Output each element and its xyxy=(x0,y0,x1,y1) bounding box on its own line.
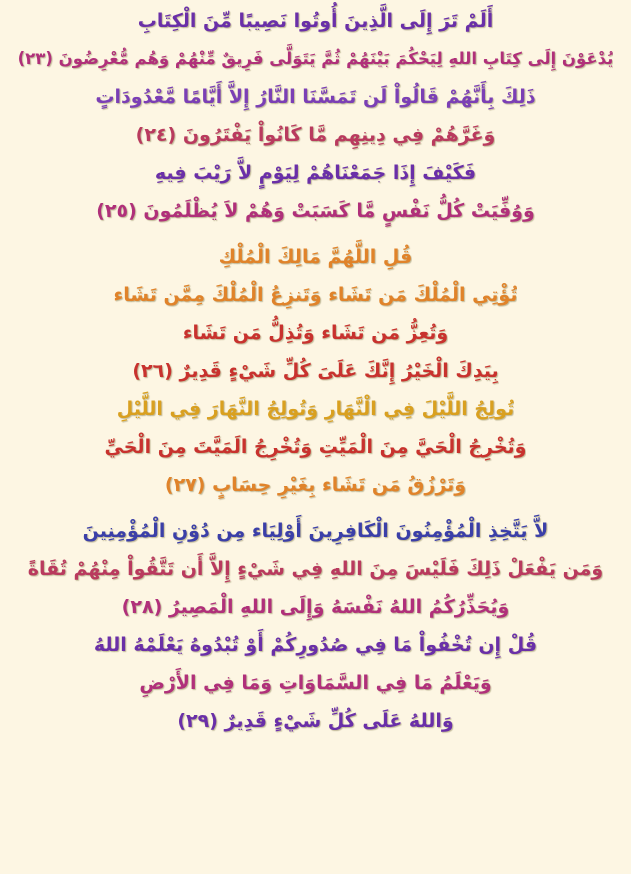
verse-line: لاَّ يَتَّخِذِ الْمُؤْمِنُونَ الْكَافِرِينَ أَوْلِيَاء مِن دُوْنِ الْمُؤْمِنِينَ xyxy=(82,520,549,542)
verse-line: قُلْ إِن تُخْفُواْ مَا فِي صُدُورِكُمْ أَوْ تُبْدُوهُ يَعْلَمْهُ اللهُ xyxy=(93,634,538,656)
verse-line: ذَلِكَ بِأَنَّهُمْ قَالُواْ لَن تَمَسَّنَا النَّارُ إِلاَّ أَيَّامًا مَّعْدُودَاتٍ xyxy=(95,86,536,108)
verse-line: وَغَرَّهُمْ فِي دِينِهِم مَّا كَانُواْ يَفْتَرُونَ (٢٤) xyxy=(135,124,496,146)
verse-line: يُدْعَوْنَ إِلَى كِتَابِ اللهِ لِيَحْكُمَ بَيْنَهُمْ ثُمَّ يَتَوَلَّى فَرِيقٌ مِّنْهُمْ وَهُم مُّعْرِضُونَ (٢٣) xyxy=(17,49,614,68)
verse-line: وَيُحَذِّرُكُمُ اللهُ نَفْسَهُ وَإِلَى اللهِ الْمَصِيرُ (٢٨) xyxy=(121,596,510,618)
verse-line: أَلَمْ تَرَ إِلَى الَّذِينَ أُوتُوا نَصِيبًا مِّنَ الْكِتَابِ xyxy=(137,10,494,32)
verse-line: وَيَعْلَمُ مَا فِي السَّمَاوَاتِ وَمَا فِي الأَرْضِ xyxy=(139,672,492,694)
verse-line: وَتُخْرِجُ الْحَيَّ مِنَ الْمَيِّتِ وَتُخْرِجُ الَمَيَّتَ مِنَ الْحَيِّ xyxy=(104,436,527,458)
verse-line: وَمَن يَفْعَلْ ذَلِكَ فَلَيْسَ مِنَ اللهِ فِي شَيْءٍ إِلاَّ أَن تَتَّقُواْ مِنْهُمْ تُقَاةً xyxy=(27,558,604,580)
verse-line: قُلِ اللَّهُمَّ مَالِكَ الْمُلْكِ xyxy=(218,246,413,268)
verse-line: وَتَرْزُقُ مَن تَشَاء بِغَيْرِ حِسَابٍ (٢٧) xyxy=(164,474,467,496)
verse-line: فَكَيْفَ إِذَا جَمَعْنَاهُمْ لِيَوْمٍ لاَّ رَيْبَ فِيهِ xyxy=(154,162,477,184)
verse-line: تُؤْتِي الْمُلْكَ مَن تَشَاء وَتَنزِعُ الْمُلْكَ مِمَّن تَشَاء xyxy=(113,284,518,306)
verse-line: وَوُفِّيَتْ كُلُّ نَفْسٍ مَّا كَسَبَتْ وَهُمْ لاَ يُظْلَمُونَ (٢٥) xyxy=(96,200,535,222)
verse-line: وَاللهُ عَلَى كُلِّ شَيْءٍ قَدِيرٌ (٢٩) xyxy=(177,710,454,732)
verse-line: بِيَدِكَ الْخَيْرُ إِنَّكَ عَلَىَ كُلِّ شَيْءٍ قَدِيرٌ (٢٦) xyxy=(132,360,499,382)
verse-line: تُولِجُ اللَّيْلَ فِي الْنَّهَارِ وَتُولِجُ النَّهَارَ فِي اللَّيْلِ xyxy=(116,398,515,420)
verse-line: وَتُعِزُّ مَن تَشَاء وَتُذِلُّ مَن تَشَاء xyxy=(182,322,449,344)
